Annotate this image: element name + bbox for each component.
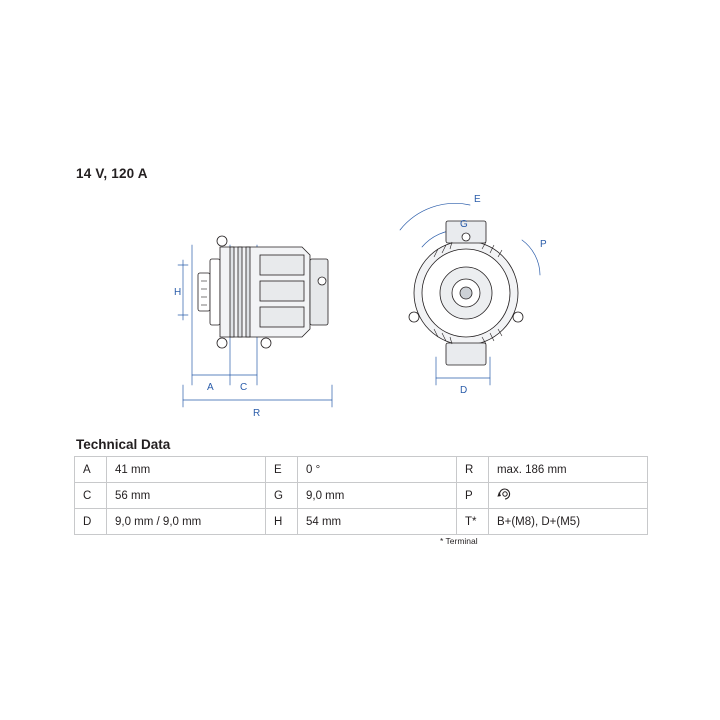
row-value-p <box>488 483 647 509</box>
row-value-a: 41 mm <box>107 457 266 483</box>
table-row <box>75 483 648 509</box>
table-footnote: * Terminal <box>440 536 478 546</box>
alternator-technical-drawing <box>70 185 650 425</box>
pulley-rotation-icon <box>497 492 513 504</box>
label-C: C <box>240 382 248 393</box>
row-value-c: 56 mm <box>107 483 266 509</box>
row-key-r: R <box>456 457 488 483</box>
row-key-d: D <box>75 509 107 535</box>
page-title: 14 V, 120 A <box>76 166 148 181</box>
label-G: G <box>460 219 468 230</box>
row-key-p: P <box>456 483 488 509</box>
row-key-c: C <box>75 483 107 509</box>
label-H: H <box>174 287 182 298</box>
row-value-h: 54 mm <box>297 509 456 535</box>
table-row <box>75 509 648 535</box>
label-D: D <box>460 385 468 396</box>
technical-data-table <box>74 456 648 535</box>
label-E: E <box>474 194 481 205</box>
label-A: A <box>207 382 214 393</box>
row-value-g: 9,0 mm <box>297 483 456 509</box>
row-key-g: G <box>265 483 297 509</box>
row-key-e: E <box>265 457 297 483</box>
row-value-r: max. 186 mm <box>488 457 647 483</box>
row-value-e: 0 ° <box>297 457 456 483</box>
technical-data-heading: Technical Data <box>76 437 171 452</box>
row-key-a: A <box>75 457 107 483</box>
label-P: P <box>540 239 547 250</box>
row-key-h: H <box>265 509 297 535</box>
row-value-t: B+(M8), D+(M5) <box>488 509 647 535</box>
label-R: R <box>253 408 261 419</box>
row-value-d: 9,0 mm / 9,0 mm <box>107 509 266 535</box>
row-key-t: T* <box>456 509 488 535</box>
table-row <box>75 457 648 483</box>
